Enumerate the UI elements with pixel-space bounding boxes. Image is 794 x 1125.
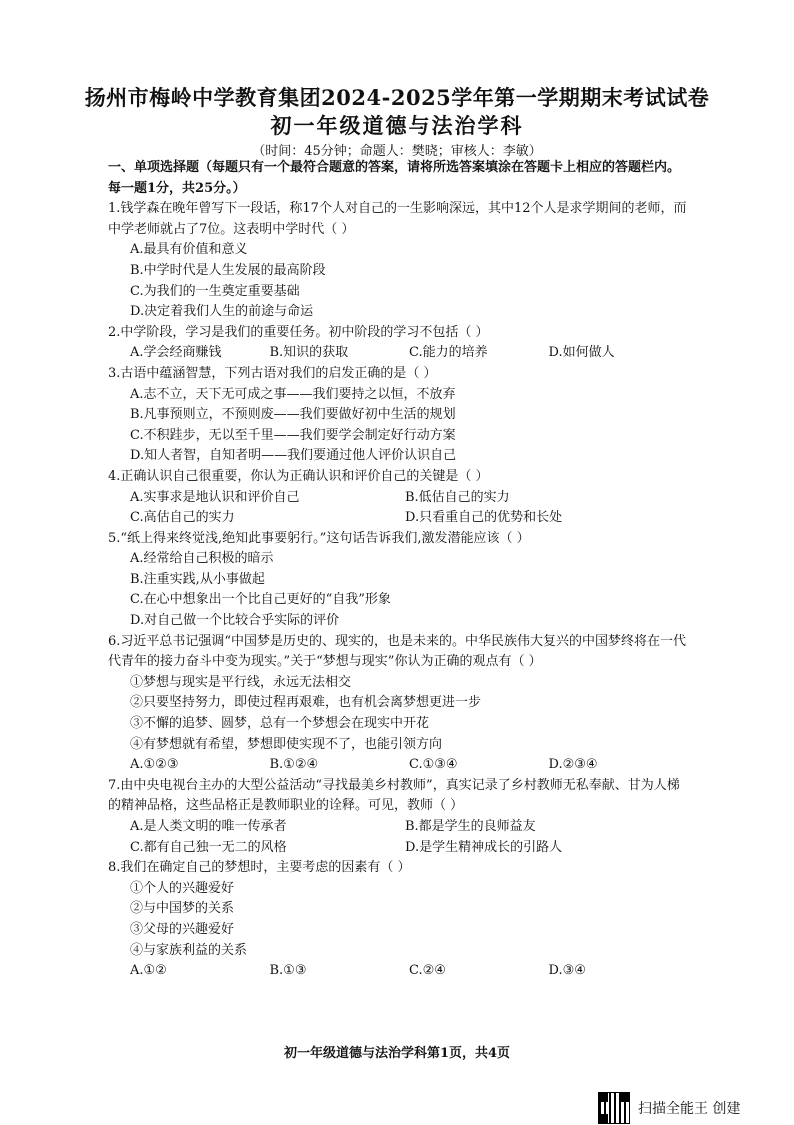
question-stem: 4.正确认识自己很重要，你认为正确认识和评价自己的关键是（ ） xyxy=(108,468,489,484)
option: C.①③④ xyxy=(409,757,458,773)
question-stem: 8.我们在确定自己的梦想时，主要考虑的因素有（ ） xyxy=(108,860,411,876)
option-row xyxy=(108,838,688,859)
option: B.中学时代是人生发展的最高阶段 xyxy=(130,262,326,278)
option: B.①③ xyxy=(269,963,307,979)
qr-code-icon xyxy=(598,1092,630,1124)
statement-item: ③不懈的追梦、圆梦，总有一个梦想会在现实中开花 xyxy=(130,716,430,732)
option-row xyxy=(108,343,688,364)
option: A.最具有价值和意义 xyxy=(130,242,248,258)
question-7 xyxy=(108,776,688,858)
question-stem: 5.“纸上得来终觉浅,绝知此事要躬行。”这句话告诉我们,激发潜能应该（ ） xyxy=(108,530,530,546)
statement-item: ①梦想与现实是平行线，永远无法相交 xyxy=(130,674,352,690)
scanner-watermark xyxy=(598,1092,740,1124)
option: A.是人类文明的唯一传承者 xyxy=(130,819,287,834)
option: A.志不立，天下无可成之事——我们要持之以恒，不放弃 xyxy=(130,386,456,402)
option: A.实事求是地认识和评价自己 xyxy=(130,489,300,505)
option-row xyxy=(108,508,688,529)
section-heading: 一、单项选择题（每题只有一个最符合题意的答案，请将所选答案填涂在答题卡上相应的答题栏内。每一题1分，共25分。） xyxy=(108,160,681,196)
option: D.决定着我们人生的前途与命运 xyxy=(130,304,314,320)
option: C.高估自己的实力 xyxy=(130,510,235,526)
question-stem: 1.钱学森在晚年曾写下一段话，称17个人对自己的一生影响深远，其中12个人是求学期间的老师，而中学老师就占了7位。这表明中学时代（ ） xyxy=(108,201,687,237)
statement-item: ③父母的兴趣爱好 xyxy=(130,921,235,937)
option: C.不积跬步，无以至千里——我们要学会制定好行动方案 xyxy=(130,427,456,443)
page-footer: 初一年级道德与法治学科第1页，共4页 xyxy=(283,1046,511,1061)
option: D.是学生精神成长的引路人 xyxy=(405,839,563,855)
question-stem: 7.由中央电视台主办的大型公益活动“寻找最美乡村教师”，真实记录了乡村教师无私奉献、甘为人梯的精神品格，这些品格正是教师职业的诠释。可见，教师（ ） xyxy=(108,777,680,814)
question-stem: 6.习近平总书记强调“中国梦是历史的、现实的，也是未来的。中华民族伟大复兴的中国梦终将在一代代青年的接力奋斗中变为现实。”关于“梦想与现实”你认为正确的观点有（ ） xyxy=(108,633,687,670)
exam-meta: （时间：45分钟；命题人：樊晓；审核人：李敏） xyxy=(252,144,542,159)
question-stem: 2.中学阶段，学习是我们的重要任务。初中阶段的学习不包括（ ） xyxy=(108,324,489,340)
option: B.注重实践,从小事做起 xyxy=(130,571,265,587)
option: C.都有自己独一无二的风格 xyxy=(130,839,287,855)
option-row xyxy=(108,488,688,509)
option: B.知识的获取 xyxy=(269,345,349,361)
statement-item: ④有梦想就有希望，梦想即使实现不了，也能引领方向 xyxy=(130,736,443,752)
option: B.①②④ xyxy=(269,757,319,773)
option: C.在心中想象出一个比自己更好的“自我”形象 xyxy=(130,592,391,608)
option-row xyxy=(108,755,688,776)
option: A.学会经商赚钱 xyxy=(130,345,222,361)
statement-item: ①个人的兴趣爱好 xyxy=(130,880,235,896)
question-8 xyxy=(108,858,688,982)
question-4 xyxy=(108,467,688,529)
statement-item: ④与家族利益的关系 xyxy=(130,942,248,958)
option: C.为我们的一生奠定重要基础 xyxy=(130,283,300,299)
option: A.经常给自己积极的暗示 xyxy=(130,551,274,567)
option: D.知人者智，自知者明——我们要通过他人评价认识自己 xyxy=(130,448,457,464)
question-1 xyxy=(108,199,688,323)
scanner-label: 扫描全能王 创建 xyxy=(638,1101,741,1117)
option: D.如何做人 xyxy=(548,345,615,361)
option-row xyxy=(108,961,688,982)
question-6 xyxy=(108,632,688,776)
statement-item: ②只要坚持努力，即使过程再艰难，也有机会离梦想更进一步 xyxy=(130,695,482,711)
question-3 xyxy=(108,364,688,467)
option: D.对自己做一个比较合乎实际的评价 xyxy=(130,613,340,629)
question-5 xyxy=(108,529,688,632)
option: A.①② xyxy=(130,963,167,979)
question-stem: 3.古语中蕴涵智慧，下列古语对我们的启发正确的是（ ） xyxy=(108,365,437,381)
option: C.②④ xyxy=(409,963,446,979)
option-row xyxy=(108,817,688,838)
option: B.凡事预则立，不预则废——我们要做好初中生活的规划 xyxy=(130,407,456,423)
exam-subtitle: 初一年级道德与法治学科 xyxy=(270,113,524,138)
option: C.能力的培养 xyxy=(409,345,488,361)
option: B.都是学生的良师益友 xyxy=(405,819,536,834)
option: D.②③④ xyxy=(548,757,598,773)
question-2 xyxy=(108,323,688,364)
option: B.低估自己的实力 xyxy=(405,489,510,505)
exam-title: 扬州市梅岭中学教育集团2024-2025学年第一学期期末考试试卷 xyxy=(84,85,710,110)
option: D.只看重自己的优势和长处 xyxy=(405,510,563,526)
option: A.①②③ xyxy=(130,757,179,773)
statement-item: ②与中国梦的关系 xyxy=(130,901,235,917)
exam-content xyxy=(108,158,688,982)
option: D.③④ xyxy=(548,963,586,979)
